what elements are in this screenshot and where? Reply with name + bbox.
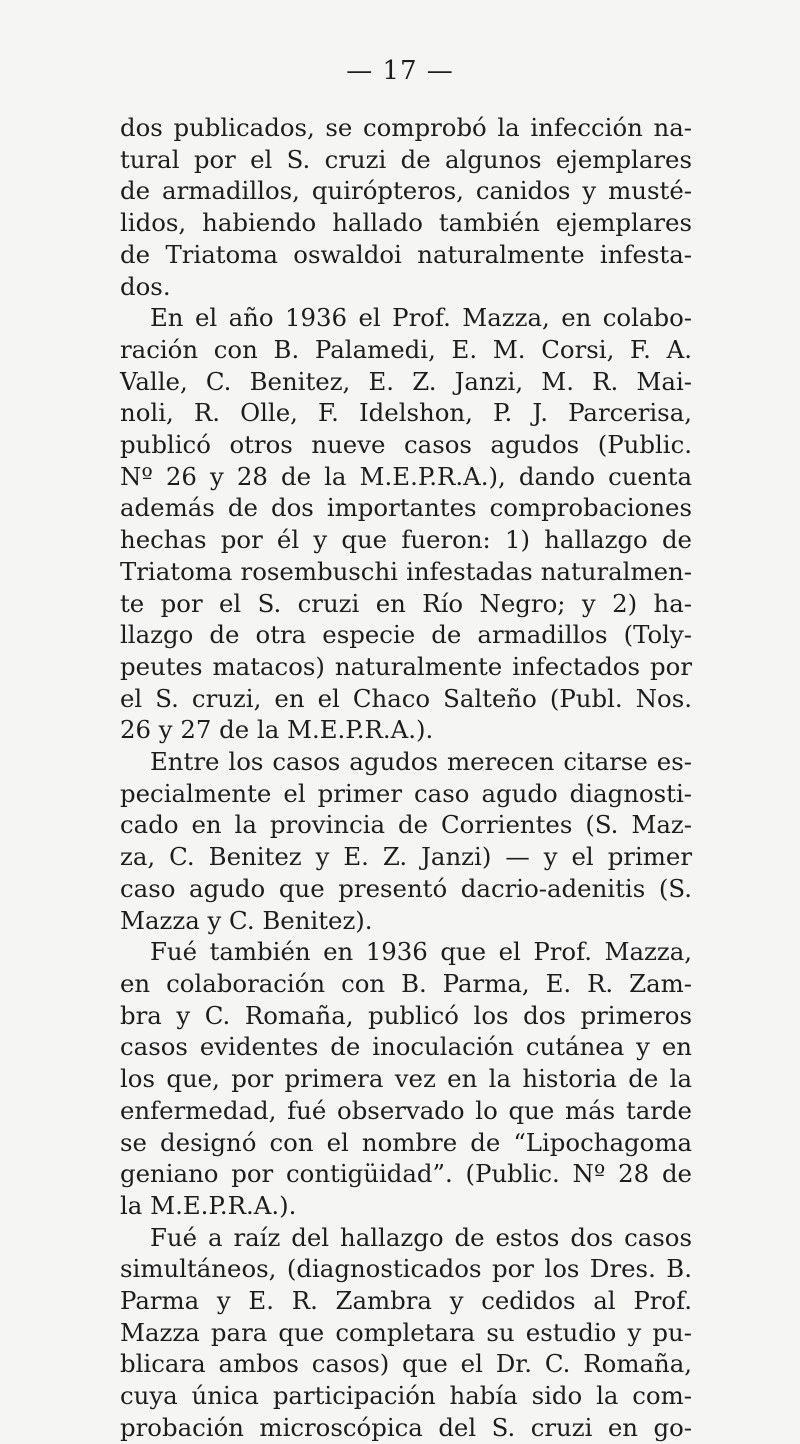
text-line: bra y C. Romaña, publicó los dos primeros (120, 1000, 692, 1030)
text-line: llazgo de otra especie de armadillos (Toly- (120, 620, 692, 650)
text-line: además de dos importantes comprobaciones (120, 493, 692, 523)
text-line: enfermedad, fué observado lo que más tarde (120, 1095, 692, 1125)
text-line: dos. (120, 271, 171, 301)
text-line: de armadillos, quirópteros, canidos y musté- (120, 176, 692, 206)
text-line: casos evidentes de inoculación cutánea y en (120, 1032, 692, 1062)
text-line: se designó con el nombre de “Lipochagoma (120, 1127, 692, 1157)
text-line: Fué también en 1936 que el Prof. Mazza, (150, 937, 692, 967)
text-line: cuya única participación había sido la com- (120, 1381, 692, 1411)
text-line: Fué a raíz del hallazgo de estos dos casos (150, 1222, 692, 1252)
text-line: de Triatoma oswaldoi naturalmente infesta- (120, 239, 692, 269)
text-line: probación microscópica del S. cruzi en go- (120, 1412, 692, 1442)
text-line: los que, por primera vez en la historia de la (120, 1064, 692, 1094)
text-line: geniano por contigüidad”. (Public. Nº 28 de (120, 1159, 692, 1189)
text-line: Mazza para que completara su estudio y pu- (120, 1317, 692, 1347)
body-text (120, 112, 692, 1444)
text-line: ración con B. Palamedi, E. M. Corsi, F. A. (120, 334, 692, 364)
text-line: Entre los casos agudos merecen citarse es- (150, 747, 692, 777)
text-line: za, C. Benitez y E. Z. Janzi) — y el primer (120, 842, 692, 872)
text-line: pecialmente el primer caso agudo diagnosti- (120, 778, 692, 808)
text-line: tural por el S. cruzi de algunos ejemplares (120, 144, 692, 174)
text-line: te por el S. cruzi en Río Negro; y 2) ha- (120, 588, 692, 618)
text-line: En el año 1936 el Prof. Mazza, en colabo- (150, 303, 692, 333)
text-line: peutes matacos) naturalmente infectados por (120, 651, 692, 681)
text-line: 26 y 27 de la M.E.P.R.A.). (120, 715, 434, 745)
text-line: Triatoma rosembuschi infestadas naturalmen- (120, 556, 692, 586)
text-line: publicó otros nueve casos agudos (Public. (120, 430, 692, 460)
text-line: noli, R. Olle, F. Idelshon, P. J. Parcerisa, (120, 398, 692, 428)
text-line: lidos, habiendo hallado también ejemplares (120, 208, 692, 238)
text-line: en colaboración con B. Parma, E. R. Zam- (120, 968, 692, 998)
text-line: blicara ambos casos) que el Dr. C. Romaña, (120, 1349, 692, 1379)
page-number: — 17 — (346, 56, 454, 86)
text-line: caso agudo que presentó dacrio-adenitis (S. (120, 873, 692, 903)
text-line: el S. cruzi, en el Chaco Salteño (Publ. Nos. (120, 683, 692, 713)
text-line: cado en la provincia de Corrientes (S. Maz- (120, 810, 692, 840)
text-line: hechas por él y que fueron: 1) hallazgo de (120, 525, 692, 555)
text-line: Mazza y C. Benitez). (120, 905, 373, 935)
text-line: Valle, C. Benitez, E. Z. Janzi, M. R. Mai- (120, 366, 692, 396)
text-line: dos publicados, se comprobó la infección na- (120, 113, 692, 142)
text-line: Nº 26 y 28 de la M.E.P.R.A.), dando cuenta (120, 461, 692, 491)
text-line: la M.E.P.R.A.). (120, 1190, 297, 1220)
text-line: Parma y E. R. Zambra y cedidos al Prof. (120, 1286, 692, 1316)
text-line: simultáneos, (diagnosticados por los Dres. B. (120, 1254, 692, 1284)
